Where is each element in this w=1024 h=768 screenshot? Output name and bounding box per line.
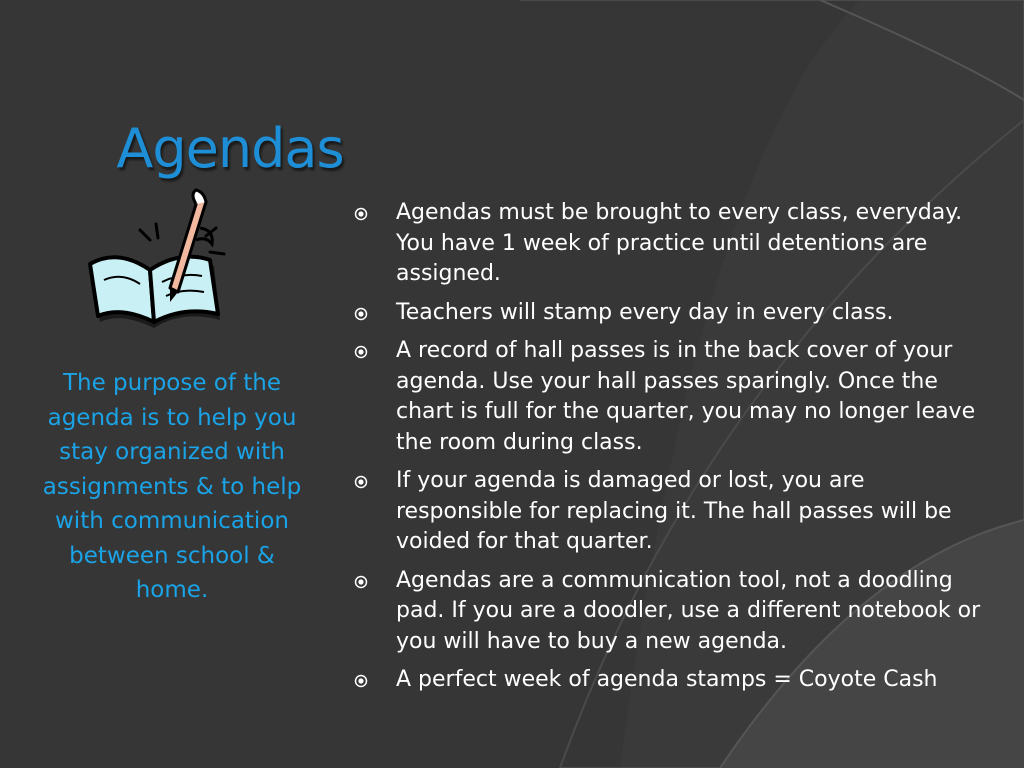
bullet-item	[352, 298, 992, 329]
circled-dot-icon	[354, 345, 368, 359]
bullet-item	[352, 566, 992, 658]
circled-dot-icon	[354, 575, 368, 589]
bullet-text: Agendas must be brought to every class, everyday. You have 1 week of practice until detentions are assigned.	[396, 200, 963, 286]
bullet-text: If your agenda is damaged or lost, you are responsible for replacing it. The hall passes will be voided for that quarter.	[396, 468, 952, 554]
bullet-item	[352, 466, 992, 558]
bullet-item	[352, 665, 992, 696]
circled-dot-icon	[354, 207, 368, 221]
slide-title: Agendas	[116, 117, 344, 180]
circled-dot-icon	[354, 307, 368, 321]
bullet-text: A perfect week of agenda stamps = Coyote Cash	[396, 667, 938, 692]
bullet-item	[352, 336, 992, 458]
circled-dot-icon	[354, 475, 368, 489]
open-book-with-pen-icon	[82, 188, 232, 336]
bullet-item	[352, 198, 992, 290]
bullet-text: Agendas are a communication tool, not a doodling pad. If you are a doodler, use a different notebook or you will have to buy a new agenda.	[396, 567, 981, 654]
bullet-list	[352, 198, 992, 704]
bullet-text: A record of hall passes is in the back cover of your agenda. Use your hall passes sparingly. Once the chart is full for the quarter, you may no longer leave the room during class.	[396, 338, 976, 455]
purpose-text: The purpose of the agenda is to help you stay organized with assignments & to help with communication between school & home.	[42, 370, 302, 603]
bullet-text: Teachers will stamp every day in every class.	[396, 299, 894, 325]
circled-dot-icon	[354, 674, 368, 688]
